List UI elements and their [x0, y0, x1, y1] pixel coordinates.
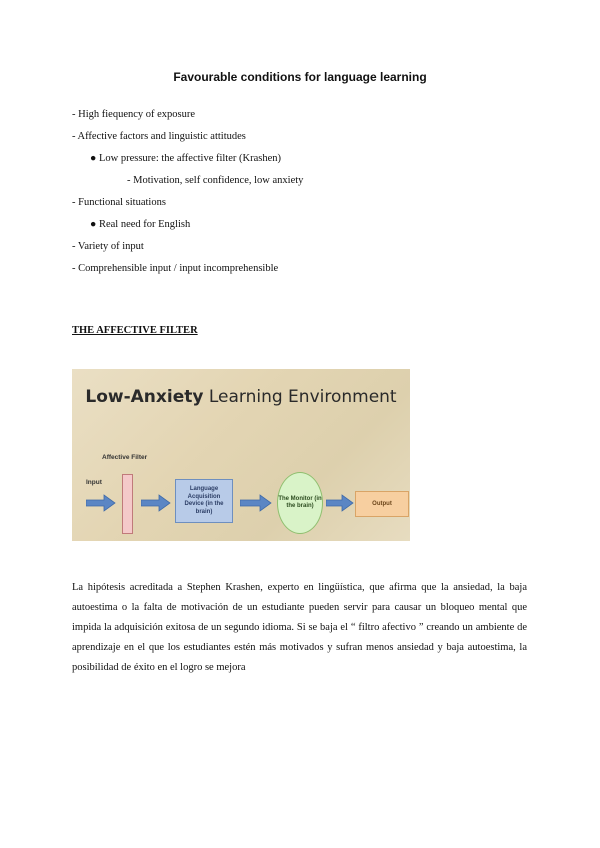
list-item: ● Low pressure: the affective filter (Krashen)	[90, 153, 281, 164]
arrow-icon	[240, 494, 272, 512]
document-title: Favourable conditions for language learning	[173, 70, 427, 84]
section-heading: THE AFFECTIVE FILTER	[72, 325, 198, 336]
diagram-title	[72, 387, 410, 407]
list-item: - Variety of input	[72, 241, 144, 252]
affective-filter-bar	[122, 474, 133, 534]
arrow-icon	[141, 494, 171, 512]
list-item: ● Real need for English	[90, 219, 191, 230]
list-item: - Comprehensible input / input incomprehensible	[72, 263, 279, 274]
list-item: - Functional situations	[72, 197, 166, 208]
output-box: Output	[355, 491, 409, 517]
list-item: - High fiequency of exposure	[72, 109, 196, 120]
list-item: - Affective factors and linguistic attitudes	[72, 131, 246, 142]
arrow-icon	[86, 494, 116, 512]
list-item: - Motivation, self confidence, low anxiety	[127, 175, 304, 186]
diagram-title-rest: Learning Environment	[203, 387, 397, 407]
arrow-icon	[326, 494, 354, 512]
monitor-circle: The Monitor (in the brain)	[277, 472, 323, 534]
language-acquisition-device-box: Language Acquisition Device (in the brain)	[175, 479, 233, 523]
affective-filter-diagram	[72, 369, 410, 541]
affective-filter-label: Affective Filter	[102, 454, 148, 461]
input-label: Input	[86, 479, 102, 486]
body-paragraph: La hipótesis acreditada a Stephen Krashen, experto en lingüística, que afirma que la ansiedad, la baja autoestima o la falta de motivación de un estudiante pueden servir para causar un bloqueo mental que impida la adquisición exitosa de un segundo idioma. Si se baja el “ filtro afectivo ” creando un ambiente de aprendizaje en el que los estudiantes estén más motivados y sufran menos ansiedad y baja autoestima, la posibilidad de éxito en el logro se mejora	[72, 582, 527, 673]
diagram-title-bold: Low-Anxiety	[85, 387, 204, 407]
